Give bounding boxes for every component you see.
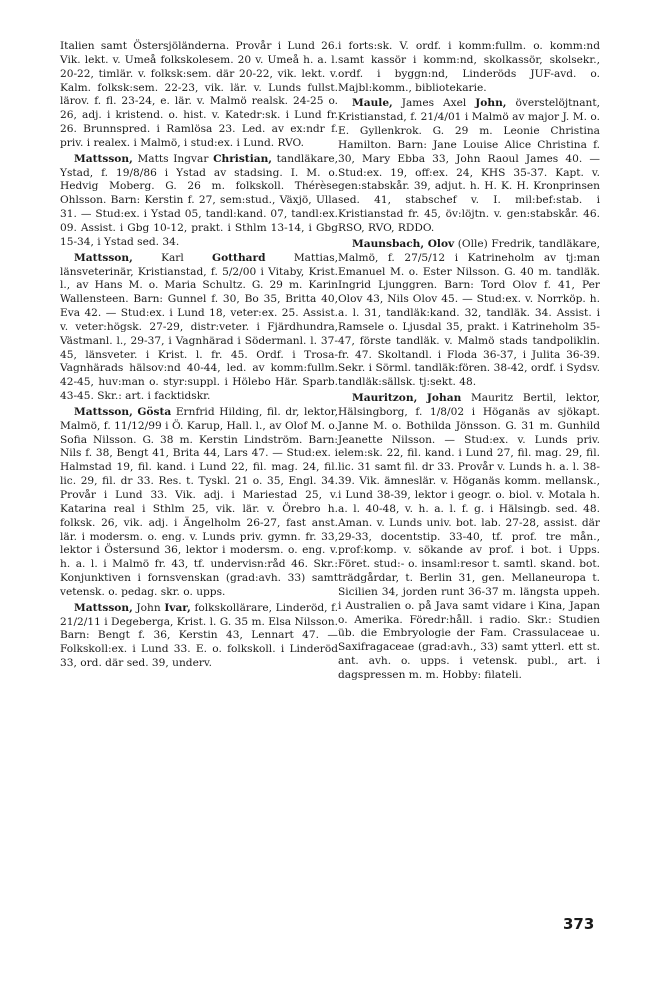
entry-body: Mauritz Bertil, lektor, Hälsingborg, f. 1/8/02 i Höganäs av sjökapt. Janne M. o. Bothilda Jönsson. G. 31 m. Gunhild Jeanette Nilsson. — Stud:ex. v. Lunds priv. elem:sk. 22, fil. kand. i Lund 27, fil. mag. 29, fil. lic. 31 samt fil. dr 33. Provår v. Lunds h. a. l. 38-39. Vik. ämneslär. v. Höganäs komm. mellansk., i Lund 38-39, lektor i geogr. o. biol. v. Motala h. a. l. 40-48, v. h. a. l. f. g. i Hälsingb. sed. 48. Aman. v. Lunds univ. bot. lab. 27-28, assist. där 29-33, docentstip. 33-40, tf. prof. tre mån., prof:komp. v. sökande av prof. i bot. i Upps. Föret. stud:- o. insaml:resor t. samtl. skand. bot. trädgårdar, t. Berlin 31, gen. Mellaneuropa t. Sicilien 34, jorden runt 36-37 m. längsta uppeh. i Australien o. på Java samt vidare i Kina, Japan o. Amerika. Föredr:håll. i radio. Skr.: Studien üb. die Embryologie der Fam. Crassulaceae u. Saxifragaceae (grad:avh., 33) samt ytterl. ett st. ant. avh. o. upps. i vetensk. publ., art. i dagspressen m. m. Hobby: filateli. xyxy=(338,392,601,681)
entry-mauritzon-johan xyxy=(338,392,600,683)
entry-given-names: Karl xyxy=(161,251,184,264)
entry-body: överstelöjtnant, Kristianstad, f. 21/4/01 i Malmö av major J. M. o. E. Gyllenkrok. G. 29 m. Leonie Christina Hamilton. Barn: Jane Louise Alice Christina f. 30, Mary Ebba 33, John Raoul James 40. — Stud:ex. 19, off:ex. 24, KHS 35-37. Kapt. v. gen:stabskår. 39, adjut. h. H. K. H. Kronprinsen sed. 41, stabschef v. I. mil:bef:stab. i Kristianstad fr. 45, öv:löjtn. v. gen:stabskår. 46. RSO, RVO, RDDO. xyxy=(338,97,601,234)
entry-maunsbach-olov xyxy=(338,238,600,390)
entry-called-name: Gotthard xyxy=(212,251,266,264)
entry-body: folkskollärare, Linderöd, f. 21/2/11 i Degeberga, Krist. l. G. 35 m. Elsa Nilsson. Barn: Bengt f. 36, Kerstin 43, Lennart 47. — Folkskoll:ex. i Lund 33. E. o. folkskoll. i Linderöd 33, ord. där sed. 39, underv. xyxy=(60,601,339,670)
entry-body: Mattias, länsveterinär, Kristianstad, f. 5/2/00 i Vitaby, Krist. l., av Hans M. o. Maria Schultz. G. 29 m. Karin Wallensteen. Barn: Gunnel f. 30, Bo 35, Britta 40, Eva 42. — Stud:ex. i Lund 18, veter:ex. 25. Assist. v. veter:högsk. 27-29, distr:veter. i Fjärdhundra, Västmanl. l., 29-37, i Vagnhärad i Södermanl. l. 37-45, länsveter. i Krist. l. fr. 45. Ordf. i Trosa-Vagnhärads hälsov:nd 40-44, led. av komm:fullm. 42-45, huv:man o. styr:suppl. i Hölebo Här. Sparb. 43-45. Skr.: art. i facktidskr. xyxy=(60,251,338,403)
entry-given-names: Matts Ingvar xyxy=(137,152,209,165)
left-column xyxy=(60,40,338,671)
entry-maule-john xyxy=(338,97,600,235)
entry-given-names: James Axel xyxy=(401,97,467,110)
continuation-text: i forts:sk. V. ordf. i komm:fullm. o. komm:nd samt kassör i komm:nd, skolkassör, skolsekr., ordf. i byggn:nd, Linderöds JUF-avd. o. Majbl:komm., bibliotekarie. xyxy=(338,40,600,94)
entry-called-name: Olov xyxy=(427,237,455,250)
entry-surname: Maunsbach, xyxy=(352,237,425,250)
entry-mattsson-christian xyxy=(60,153,338,250)
entry-mattsson-ivar xyxy=(60,602,338,671)
entry-called-name: Ivar, xyxy=(164,601,191,614)
entry-surname: Mattsson, xyxy=(74,405,133,418)
right-column xyxy=(338,40,600,683)
entry-called-name: Christian, xyxy=(213,152,272,165)
entry-called-name: Gösta xyxy=(137,405,172,418)
entry-given-names: John xyxy=(136,601,161,614)
entry-surname: Mattsson, xyxy=(74,251,133,264)
entry-mattsson-gosta xyxy=(60,406,338,600)
entry-surname: Maule, xyxy=(352,97,393,110)
continuation-text: Italien samt Östersjöländerna. Provår i Lund 26. Vik. lekt. v. Umeå folkskolesem. 20 v. Umeå h. a. l. 20-22, timlär. v. folksk:sem. där 20-22, vik. lekt. v. Kalm. folksk:sem. 22-23, vik. lär. v. Lunds fullst. lärov. f. fl. 23-24, e. lär. v. Malmö realsk. 24-25 o. 26, adj. i kristend. o. hist. v. Katedr:sk. i Lund fr. 26. Brunnspred. i Ramlösa 23. Led. av ex:ndr f. priv. i realex. i Malmö, i stud:ex. i Lund. RVO. xyxy=(60,40,338,149)
entry-mattsson-gotthard xyxy=(60,252,338,404)
entry-called-name: Johan xyxy=(426,392,462,405)
entry-called-name: John, xyxy=(475,97,507,110)
entry-body: Ernfrid Hilding, fil. dr, lektor, Malmö, f. 11/12/99 i Ö. Karup, Hall. l., av Olof M. o. Sofia Nilsson. G. 38 m. Kerstin Lindström. Barn: Nils f. 38, Bengt 41, Brita 44, Lars 47. — Stud:ex. i Halmstad 19, fil. kand. i Lund 22, fil. mag. 24, fil. lic. 29, fil. dr 33. Res. t. Tyskl. 21 o. 35, Engl. 34. Provår i Lund 33. Vik. adj. i Mariestad 25, v. Katarina real i Sthlm 25, vik. lär. v. Örebro h. folksk. 26, vik. adj. i Ängelholm 26-27, fast anst. lär. i modersm. o. eng. v. Lunds priv. gymn. fr. 33, lektor i Östersund 36, lektor i modersm. o. eng. v. h. a. l. i Malmö fr. 43, tf. undervisn:råd 46. Skr.: Konjunktiven i fornsvenskan (grad:avh. 33) samt vetensk. o. pedag. skr. o. upps. xyxy=(60,405,339,598)
entry-body: (Olle) Fredrik, tandläkare, Malmö, f. 27/5/12 i Katrineholm av tj:man Emanuel M. o. Ester Nilsson. G. 40 m. tandläk. Ingrid Ljunggren. Barn: Tord Olov f. 41, Per Olov 43, Nils Olov 45. — Stud:ex. v. Norrköp. h. a. l. 31, tandläk:kand. 32, tandläk. 34. Assist. i Ramsele o. Ljusdal 35, prakt. i Katrineholm 35-47, förste tandläk. v. Malmö stads tandpoliklin. fr. 47. Skoltandl. i Floda 36-37, i Julita 36-39. Sekr. i Sörml. tandläk:fören. 38-42, ordf. i Sydsv. tandläk:sällsk. tj:sekt. 48. xyxy=(338,237,600,389)
entry-body: tandläkare, Ystad, f. 19/8/86 i Ystad av stadsing. I. M. o. Hedvig Moberg. G. 26 m. folkskoll. Thérèse Ohlsson. Barn: Kerstin f. 27, sem:stud., Växjö, Ulla 31. — Stud:ex. i Ystad 05, tandl:kand. 07, tandl:ex. 09. Assist. i Gbg 10-12, prakt. i Sthlm 13-14, i Gbg 15-34, i Ystad sed. 34. xyxy=(60,152,338,248)
entry-surname: Mauritzon, xyxy=(352,392,418,405)
entry-surname: Mattsson, xyxy=(74,152,133,165)
page-number: 373 xyxy=(563,915,595,933)
entry-surname: Mattsson, xyxy=(74,601,133,614)
